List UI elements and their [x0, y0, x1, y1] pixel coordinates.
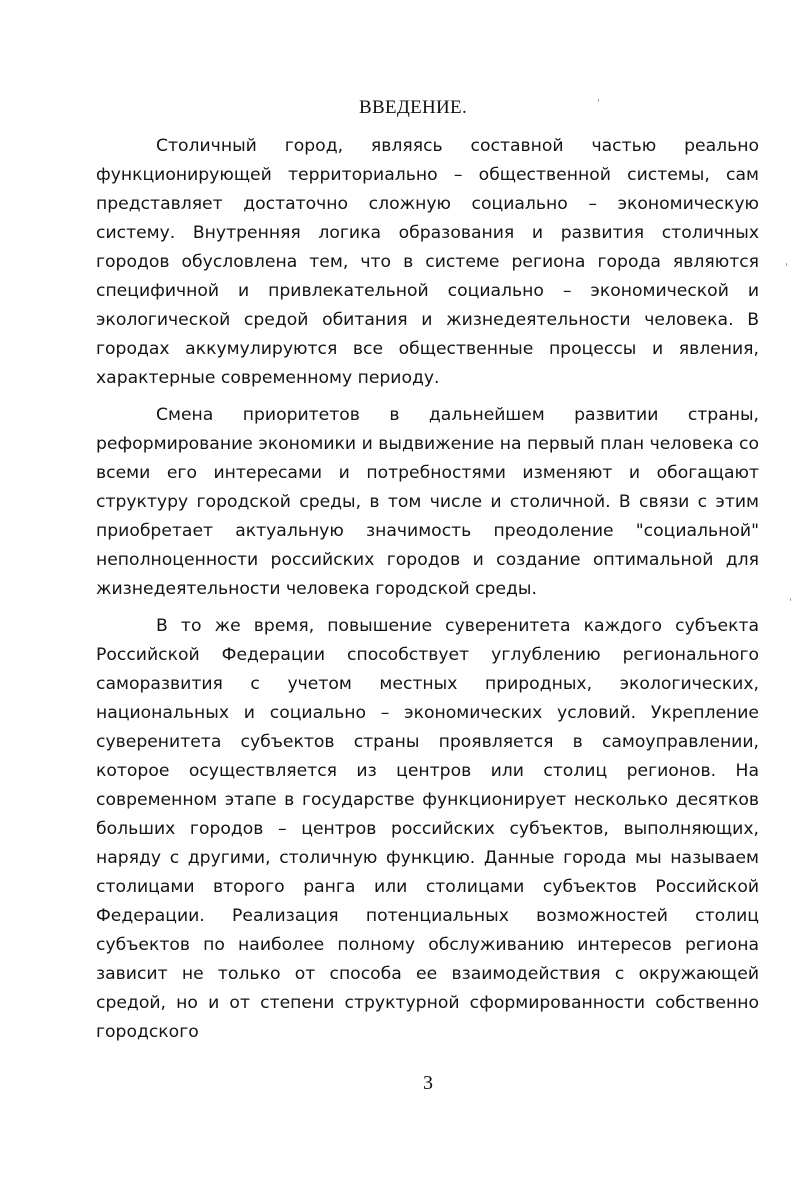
section-heading: ВВЕДЕНИЕ. [358, 97, 468, 118]
paragraph-1: Столичный город, являясь составной частью реально функционирующей территориально – общественной системы, сам представляет достаточно сложную социально – экономическую систему. Внутренняя логика образования и развития столичных городов обусловлена тем, что в системе региона города являются специфичной и привлекательной социально – экономической и экологической средой обитания и жизнедеятельности человека. В городах аккумулируются все общественные процессы и явления, характерные современному периоду. [96, 136, 759, 388]
scan-speck [598, 99, 599, 102]
scan-speck [790, 598, 791, 601]
page-number: 3 [423, 1072, 433, 1094]
paragraph-3: В то же время, повышение суверенитета каждого субъекта Российской Федерации способствует углублению регионального саморазвития с учетом местных природных, экологических, национальных и социально – экономических условий. Укрепление суверенитета субъектов страны проявляется в самоуправлении, которое осуществляется из центров или столиц регионов. На современном этапе в государстве функционирует несколько десятков больших городов – центров российских субъектов, выполняющих, наряду с другими, столичную функцию. Данные города мы называем столицами второго ранга или столицами субъектов Российской Федерации. Реализация потенциальных возможностей столиц субъектов по наиболее полному обслуживанию интересов региона зависит не только от способа ее взаимодействия с окружающей средой, но и от степени структурной сформированности собственно городского [96, 616, 759, 1042]
scan-speck [786, 263, 787, 266]
body-text [96, 132, 759, 1047]
paragraph-2: Смена приоритетов в дальнейшем развитии страны, реформирование экономики и выдвижение на первый план человека со всеми его интересами и потребностями изменяют и обогащают структуру городской среды, в том числе и столичной. В связи с этим приобретает актуальную значимость преодоление "социальной" неполноценности российских городов и создание оптимальной для жизнедеятельности человека городской среды. [96, 405, 759, 599]
